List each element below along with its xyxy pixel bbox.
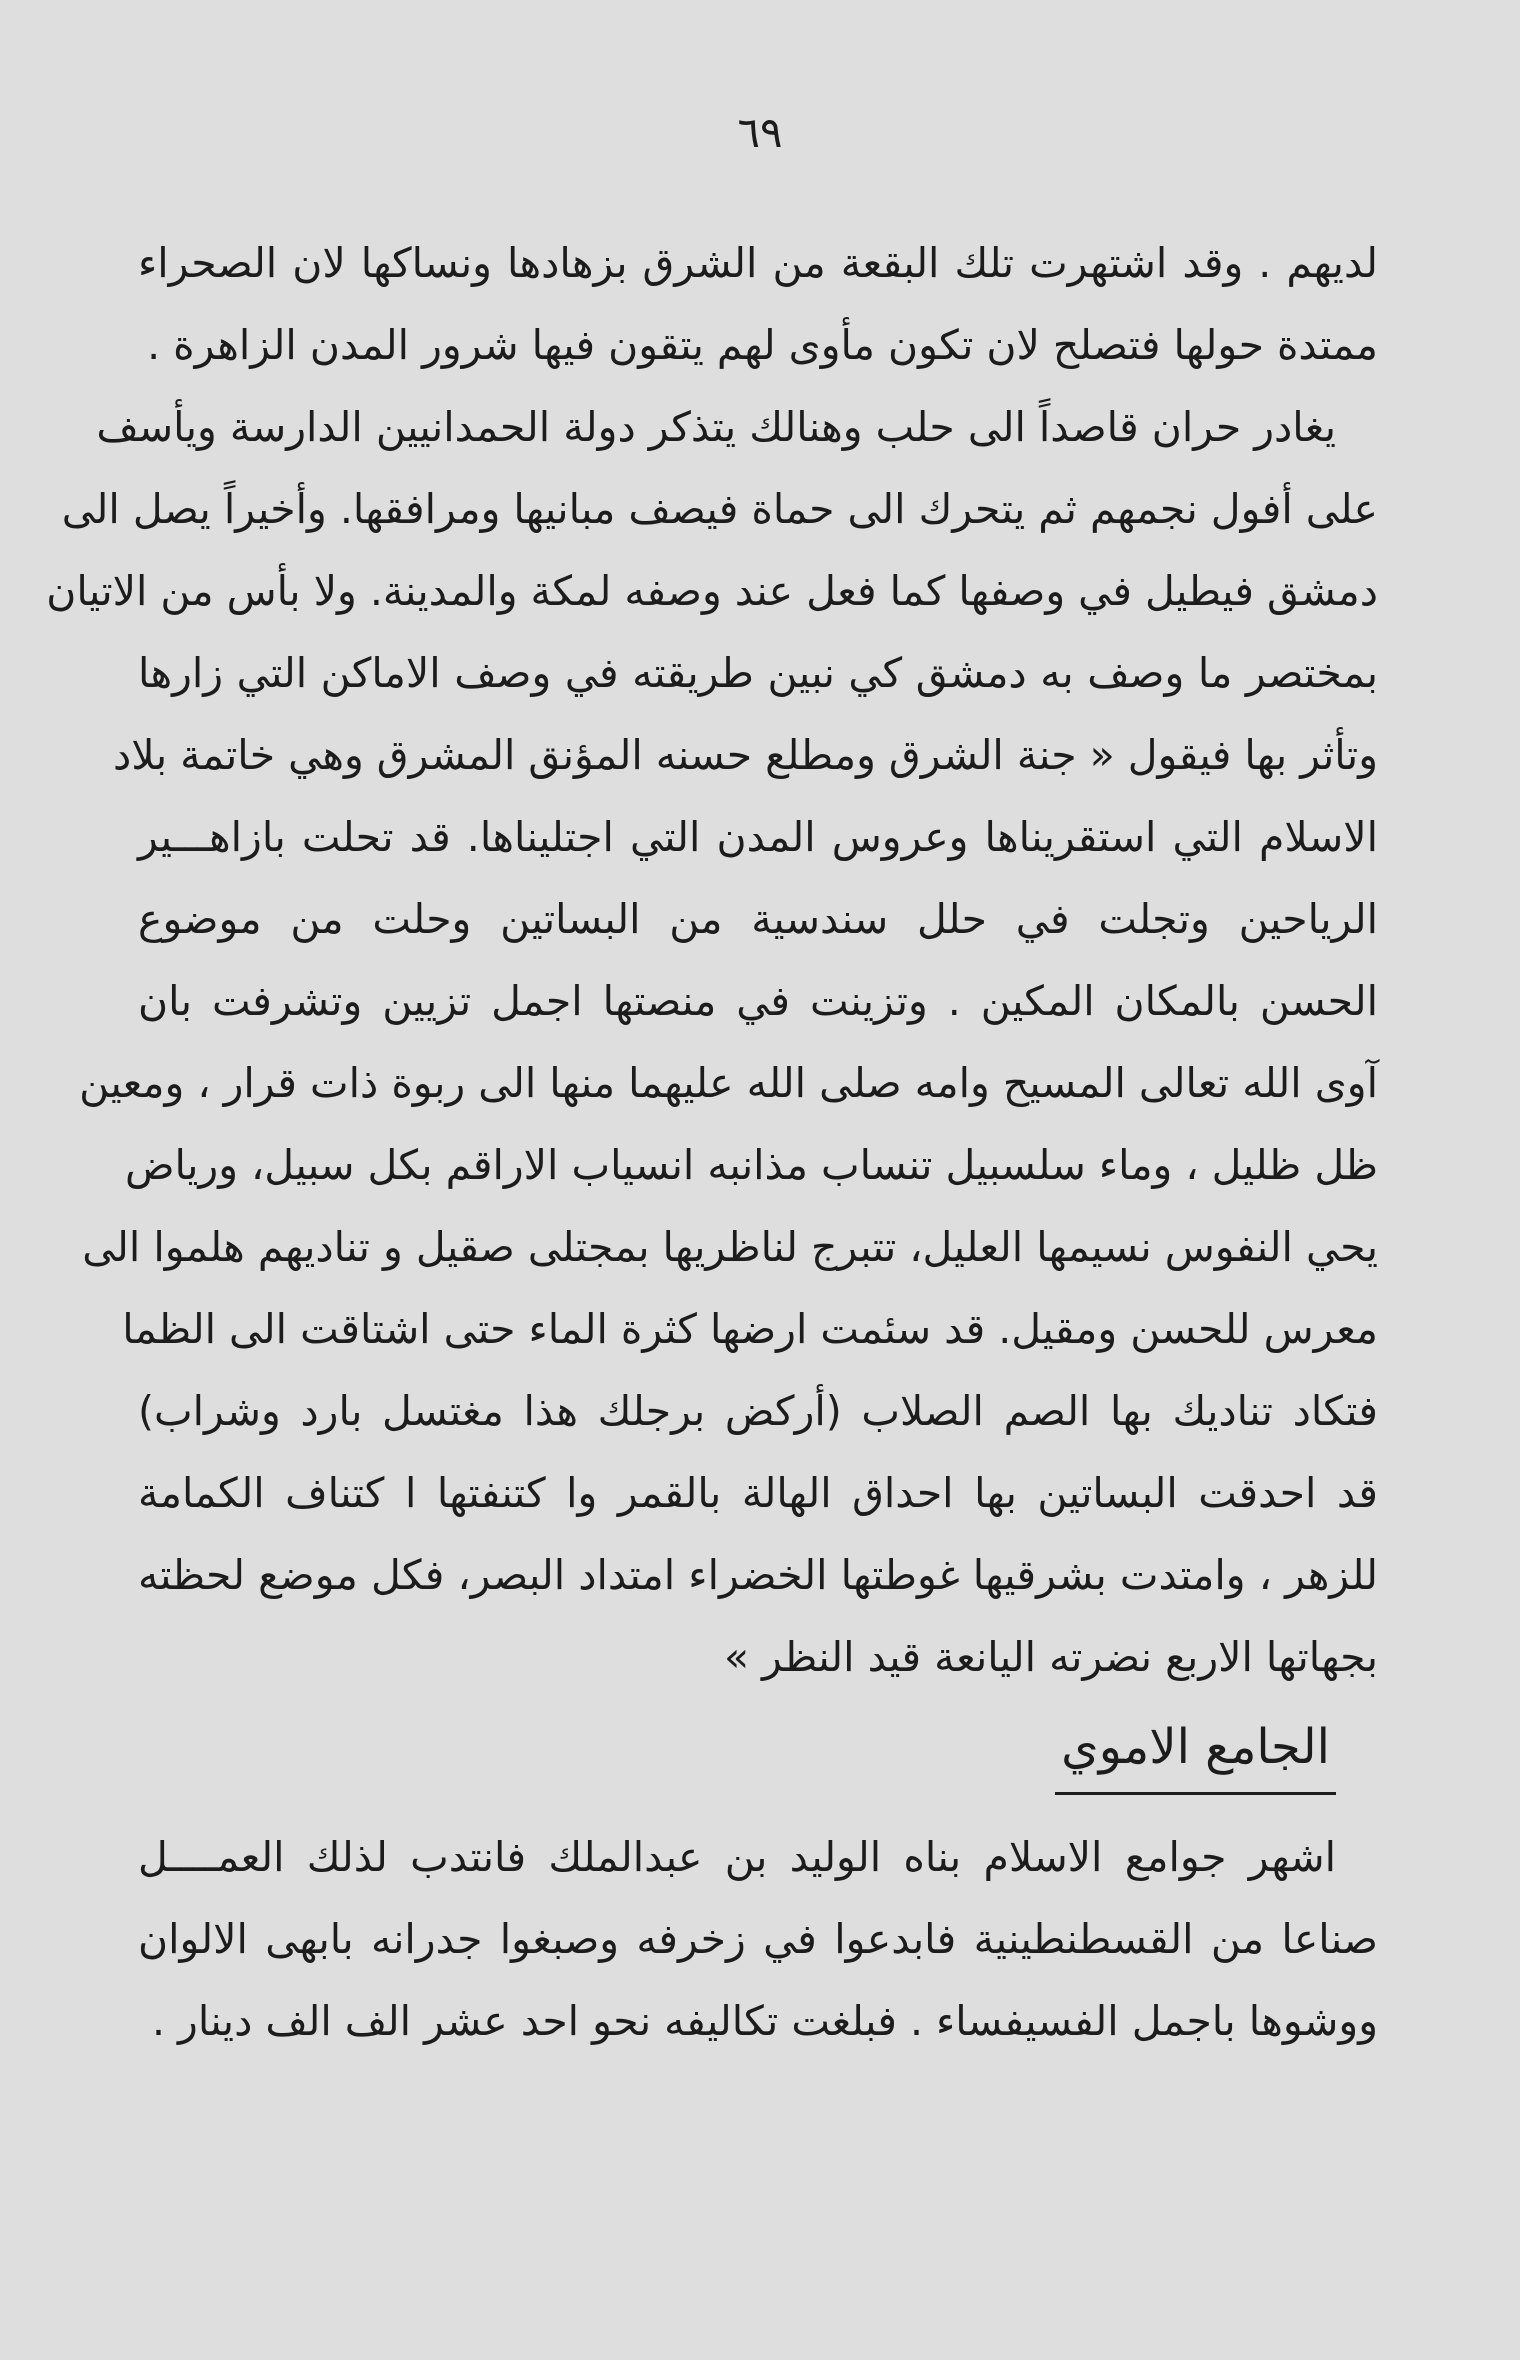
text-line: بجهاتها الاربع نضرته اليانعة قيد النظر » bbox=[723, 1633, 1378, 1681]
text-line: بمختصر ما وصف به دمشق كي نبين طريقته في وصف الاماكن التي زارها bbox=[138, 649, 1378, 697]
text-line: اشهر جوامع الاسلام بناه الوليد بن عبدالملك فانتدب لذلك العمــــل bbox=[138, 1833, 1336, 1881]
text-line: الاسلام التي استقريناها وعروس المدن التي اجتليناها. قد تحلت بازاهـــير bbox=[138, 813, 1378, 861]
text-line: لديهم . وقد اشتهرت تلك البقعة من الشرق بزهادها ونساكها لان الصحراء bbox=[138, 239, 1378, 287]
text-line: يغادر حران قاصداً الى حلب وهنالك يتذكر دولة الحمدانيين الدارسة ويأسف bbox=[96, 403, 1336, 451]
page-body bbox=[46, 222, 1378, 2062]
section-heading-block bbox=[138, 1698, 1378, 1806]
text-line: فتكاد تناديك بها الصم الصلاب (أركض برجلك هذا مغتسل بارد وشراب) bbox=[138, 1387, 1378, 1435]
page-number: ٦٩ bbox=[737, 108, 783, 157]
text-line: يحي النفوس نسيمها العليل، تتبرج لناظريها بمجتلى صقيل و تناديهم هلموا الى bbox=[82, 1223, 1378, 1271]
text-line: صناعا من القسطنطينية فابدعوا في زخرفه وصبغوا جدرانه بابهى الالوان bbox=[138, 1915, 1378, 1963]
text-line: للزهر ، وامتدت بشرقيها غوطتها الخضراء امتداد البصر، فكل موضع لحظته bbox=[138, 1551, 1378, 1599]
text-line: ظل ظليل ، وماء سلسبيل تنساب مذانبه انسياب الاراقم بكل سبيل، ورياض bbox=[124, 1141, 1378, 1189]
text-line: قد احدقت البساتين بها احداق الهالة بالقمر وا كتنفتها ا كتناف الكمامة bbox=[138, 1469, 1378, 1517]
text-line: الرياحين وتجلت في حلل سندسية من البساتين وحلت من موضوع bbox=[138, 895, 1378, 943]
text-line: ووشوها باجمل الفسيفساء . فبلغت تكاليفه نحو احد عشر الف الف دينار . bbox=[151, 1997, 1378, 2045]
text-line: ممتدة حولها فتصلح لان تكون مأوى لهم يتقون فيها شرور المدن الزاهرة . bbox=[147, 321, 1378, 369]
text-line: الحسن بالمكان المكين . وتزينت في منصتها اجمل تزيين وتشرفت بان bbox=[138, 977, 1378, 1025]
section-heading: الجامع الاموي bbox=[1055, 1712, 1336, 1795]
text-line: على أفول نجمهم ثم يتحرك الى حماة فيصف مبانيها ومرافقها. وأخيراً يصل الى bbox=[61, 485, 1378, 533]
paragraph-2 bbox=[46, 386, 1378, 1698]
paragraph-1 bbox=[138, 222, 1378, 386]
text-line: آوى الله تعالى المسيح وامه صلى الله عليهما منها الى ربوة ذات قرار ، ومعين bbox=[79, 1059, 1378, 1107]
paragraph-3 bbox=[138, 1816, 1378, 2062]
text-line: دمشق فيطيل في وصفها كما فعل عند وصفه لمكة والمدينة. ولا بأس من الاتيان bbox=[46, 567, 1378, 615]
text-line: وتأثر بها فيقول « جنة الشرق ومطلع حسنه المؤنق المشرق وهي خاتمة بلاد bbox=[113, 731, 1378, 779]
text-line: معرس للحسن ومقيل. قد سئمت ارضها كثرة الماء حتى اشتاقت الى الظما bbox=[122, 1305, 1378, 1353]
